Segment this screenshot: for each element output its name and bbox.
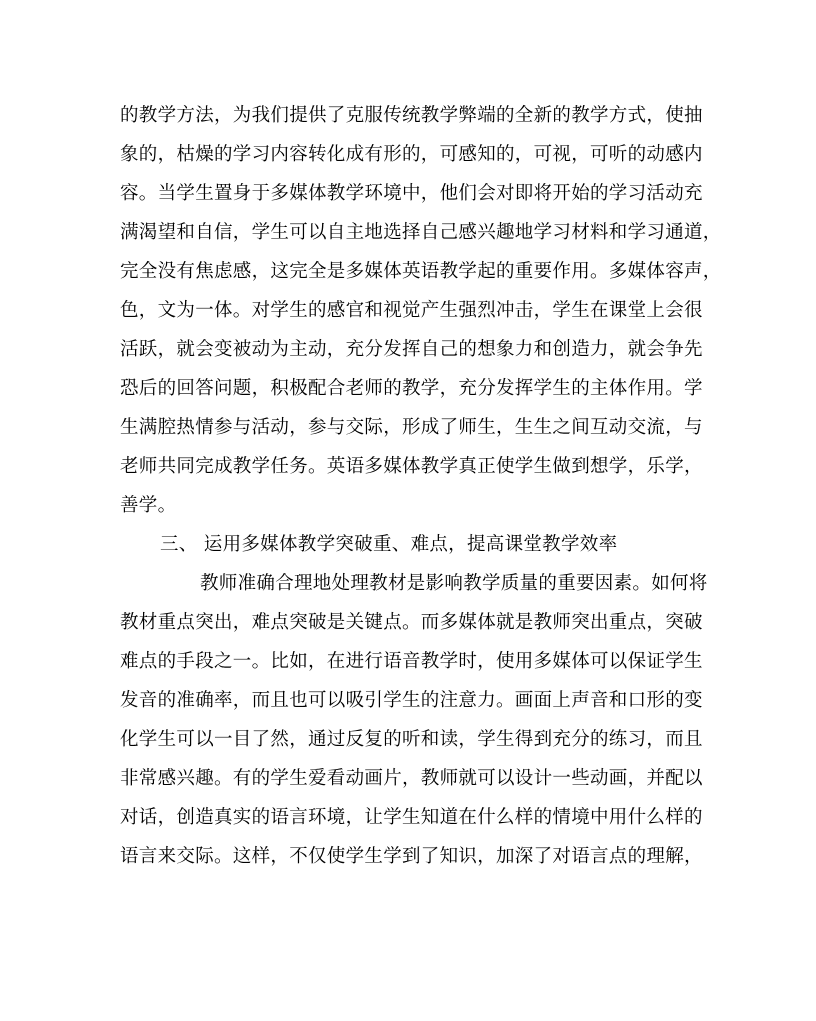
paragraph-2-line: 发音的准确率，而且也可以吸引学生的注意力。画面上声音和口形的变 <box>120 690 703 711</box>
paragraph-2-line: 难点的手段之一。比如，在进行语音教学时，使用多媒体可以保证学生 <box>120 651 703 672</box>
paragraph-1-line: 容。当学生置身于多媒体教学环境中，他们会对即将开始的学习活动充 <box>120 183 703 204</box>
paragraph-1-line: 象的，枯燥的学习内容转化成有形的，可感知的，可视，可听的动感内 <box>120 144 703 165</box>
paragraph-2-line: 化学生可以一目了然，通过反复的听和读，学生得到充分的练习，而且 <box>120 729 703 750</box>
paragraph-1-line: 老师共同完成教学任务。英语多媒体教学真正使学生做到想学，乐学， <box>120 456 703 477</box>
paragraph-2-line: 对话，创造真实的语言环境，让学生知道在什么样的情境中用什么样的 <box>120 807 703 828</box>
paragraph-1-line: 生满腔热情参与活动，参与交际，形成了师生，生生之间互动交流，与 <box>120 417 703 438</box>
paragraph-1-line: 完全没有焦虑感，这完全是多媒体英语教学起的重要作用。多媒体容声， <box>120 261 722 282</box>
paragraph-1-line: 善学。 <box>120 495 177 516</box>
paragraph-1-line: 恐后的回答问题，积极配合老师的教学，充分发挥学生的主体作用。学 <box>120 378 703 399</box>
section-heading: 三、 运用多媒体教学突破重、难点，提高课堂教学效率 <box>160 534 618 555</box>
paragraph-1-line: 满渴望和自信，学生可以自主地选择自己感兴趣地学习材料和学习通道， <box>120 222 722 243</box>
paragraph-1-line: 的教学方法，为我们提供了克服传统教学弊端的全新的教学方式，使抽 <box>120 105 703 126</box>
paragraph-2-line: 教材重点突出，难点突破是关键点。而多媒体就是教师突出重点，突破 <box>120 612 703 633</box>
paragraph-2-line: 教师准确合理地处理教材是影响教学质量的重要因素。如何将 <box>200 573 708 594</box>
paragraph-1-line: 活跃，就会变被动为主动，充分发挥自己的想象力和创造力，就会争先 <box>120 339 703 360</box>
paragraph-1-line: 色，文为一体。对学生的感官和视觉产生强烈冲击，学生在课堂上会很 <box>120 300 703 321</box>
paragraph-2-line: 非常感兴趣。有的学生爱看动画片，教师就可以设计一些动画，并配以 <box>120 768 703 789</box>
paragraph-2-line: 语言来交际。这样，不仅使学生学到了知识，加深了对语言点的理解， <box>120 846 703 867</box>
